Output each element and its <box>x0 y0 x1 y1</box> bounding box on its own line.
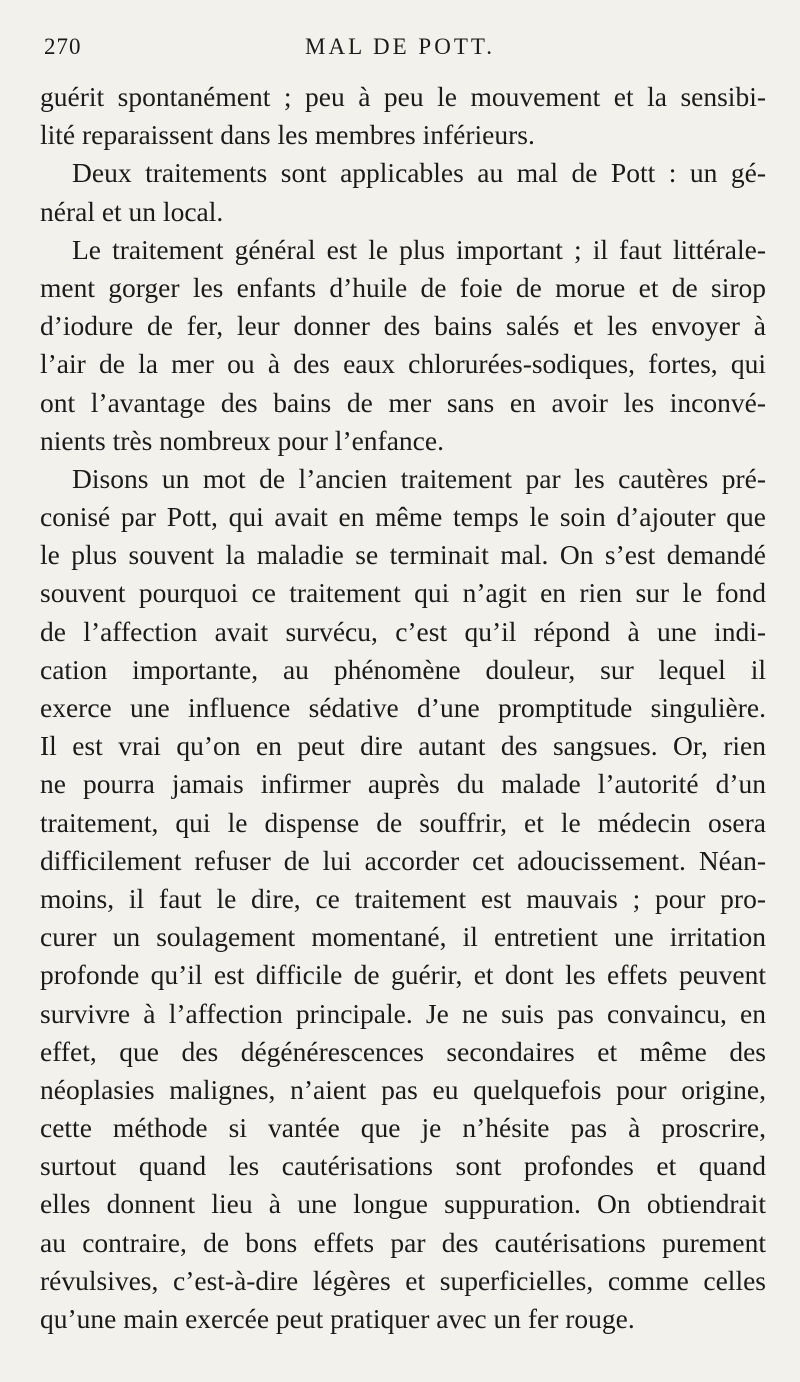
text-line: de l’affection avait survécu, c’est qu’il répond à une indi- <box>40 615 766 647</box>
text-line: curer un soulagement momentané, il entretient une irritation <box>40 921 766 953</box>
text-line: guérit spontanément ; peu à peu le mouvement et la sensibi- <box>40 81 766 112</box>
text-line: moins, il faut le dire, ce traitement est mauvais ; pour pro- <box>40 882 766 914</box>
text-line: Il est vrai qu’on en peut dire autant des sangsues. Or, rien <box>40 730 766 762</box>
page-number: 270 <box>44 34 82 59</box>
text-line: l’air de la mer ou à des eaux chlorurées-sodiques, fortes, qui <box>40 348 766 380</box>
text-line: nients très nombreux pour l’enfance. <box>40 424 444 456</box>
text-line: souvent pourquoi ce traitement qui n’agit en rien sur le fond <box>40 577 766 609</box>
text-line: Le traitement général est le plus important ; il faut littérale- <box>72 233 766 265</box>
text-line: conisé par Pott, qui avait en même temps le soin d’ajouter que <box>40 501 766 533</box>
text-line: qu’une main exercée peut pratiquer avec un fer rouge. <box>40 1303 635 1334</box>
text-line: ont l’avantage des bains de mer sans en avoir les inconvé- <box>40 386 766 418</box>
text-line: effet, que des dégénérescences secondaires et même des <box>40 1035 766 1067</box>
text-line: néral et un local. <box>40 195 224 227</box>
page-header <box>44 34 756 68</box>
text-line: ne pourra jamais infirmer auprès du malade l’autorité d’un <box>40 768 766 800</box>
text-line: profonde qu’il est difficile de guérir, et dont les effets peuvent <box>40 959 766 991</box>
text-line: surtout quand les cautérisations sont profondes et quand <box>40 1150 766 1182</box>
running-title: MAL DE POTT. <box>305 34 495 59</box>
text-line: néoplasies malignes, n’aient pas eu quelquefois pour origine, <box>40 1073 766 1105</box>
text-line: exerce une influence sédative d’une promptitude singulière. <box>40 692 766 723</box>
text-line: cation importante, au phénomène douleur, sur lequel il <box>40 653 766 685</box>
text-line: survivre à l’affection principale. Je ne suis pas convaincu, en <box>40 997 766 1029</box>
text-line: difficilement refuser de lui accorder cet adoucissement. Néan- <box>40 844 766 876</box>
body-text <box>40 78 766 1338</box>
text-line: ment gorger les enfants d’huile de foie de morue et de sirop <box>40 271 766 303</box>
text-line: traitement, qui le dispense de souffrir, et le médecin osera <box>40 806 766 838</box>
text-line: d’iodure de fer, leur donner des bains salés et les envoyer à <box>40 310 766 342</box>
text-line: lité reparaissent dans les membres inférieurs. <box>40 119 535 151</box>
text-line: au contraire, de bons effets par des cautérisations purement <box>40 1226 766 1258</box>
text-line: Deux traitements sont applicables au mal de Pott : un gé- <box>72 157 766 189</box>
text-line: Disons un mot de l’ancien traitement par les cautères pré- <box>72 462 766 494</box>
text-line: révulsives, c’est-à-dire légères et superficielles, comme celles <box>40 1264 766 1296</box>
text-line: elles donnent lieu à une longue suppuration. On obtiendrait <box>40 1188 766 1220</box>
text-line: cette méthode si vantée que je n’hésite pas à proscrire, <box>40 1112 766 1144</box>
text-line: le plus souvent la maladie se terminait mal. On s’est demandé <box>40 539 766 571</box>
